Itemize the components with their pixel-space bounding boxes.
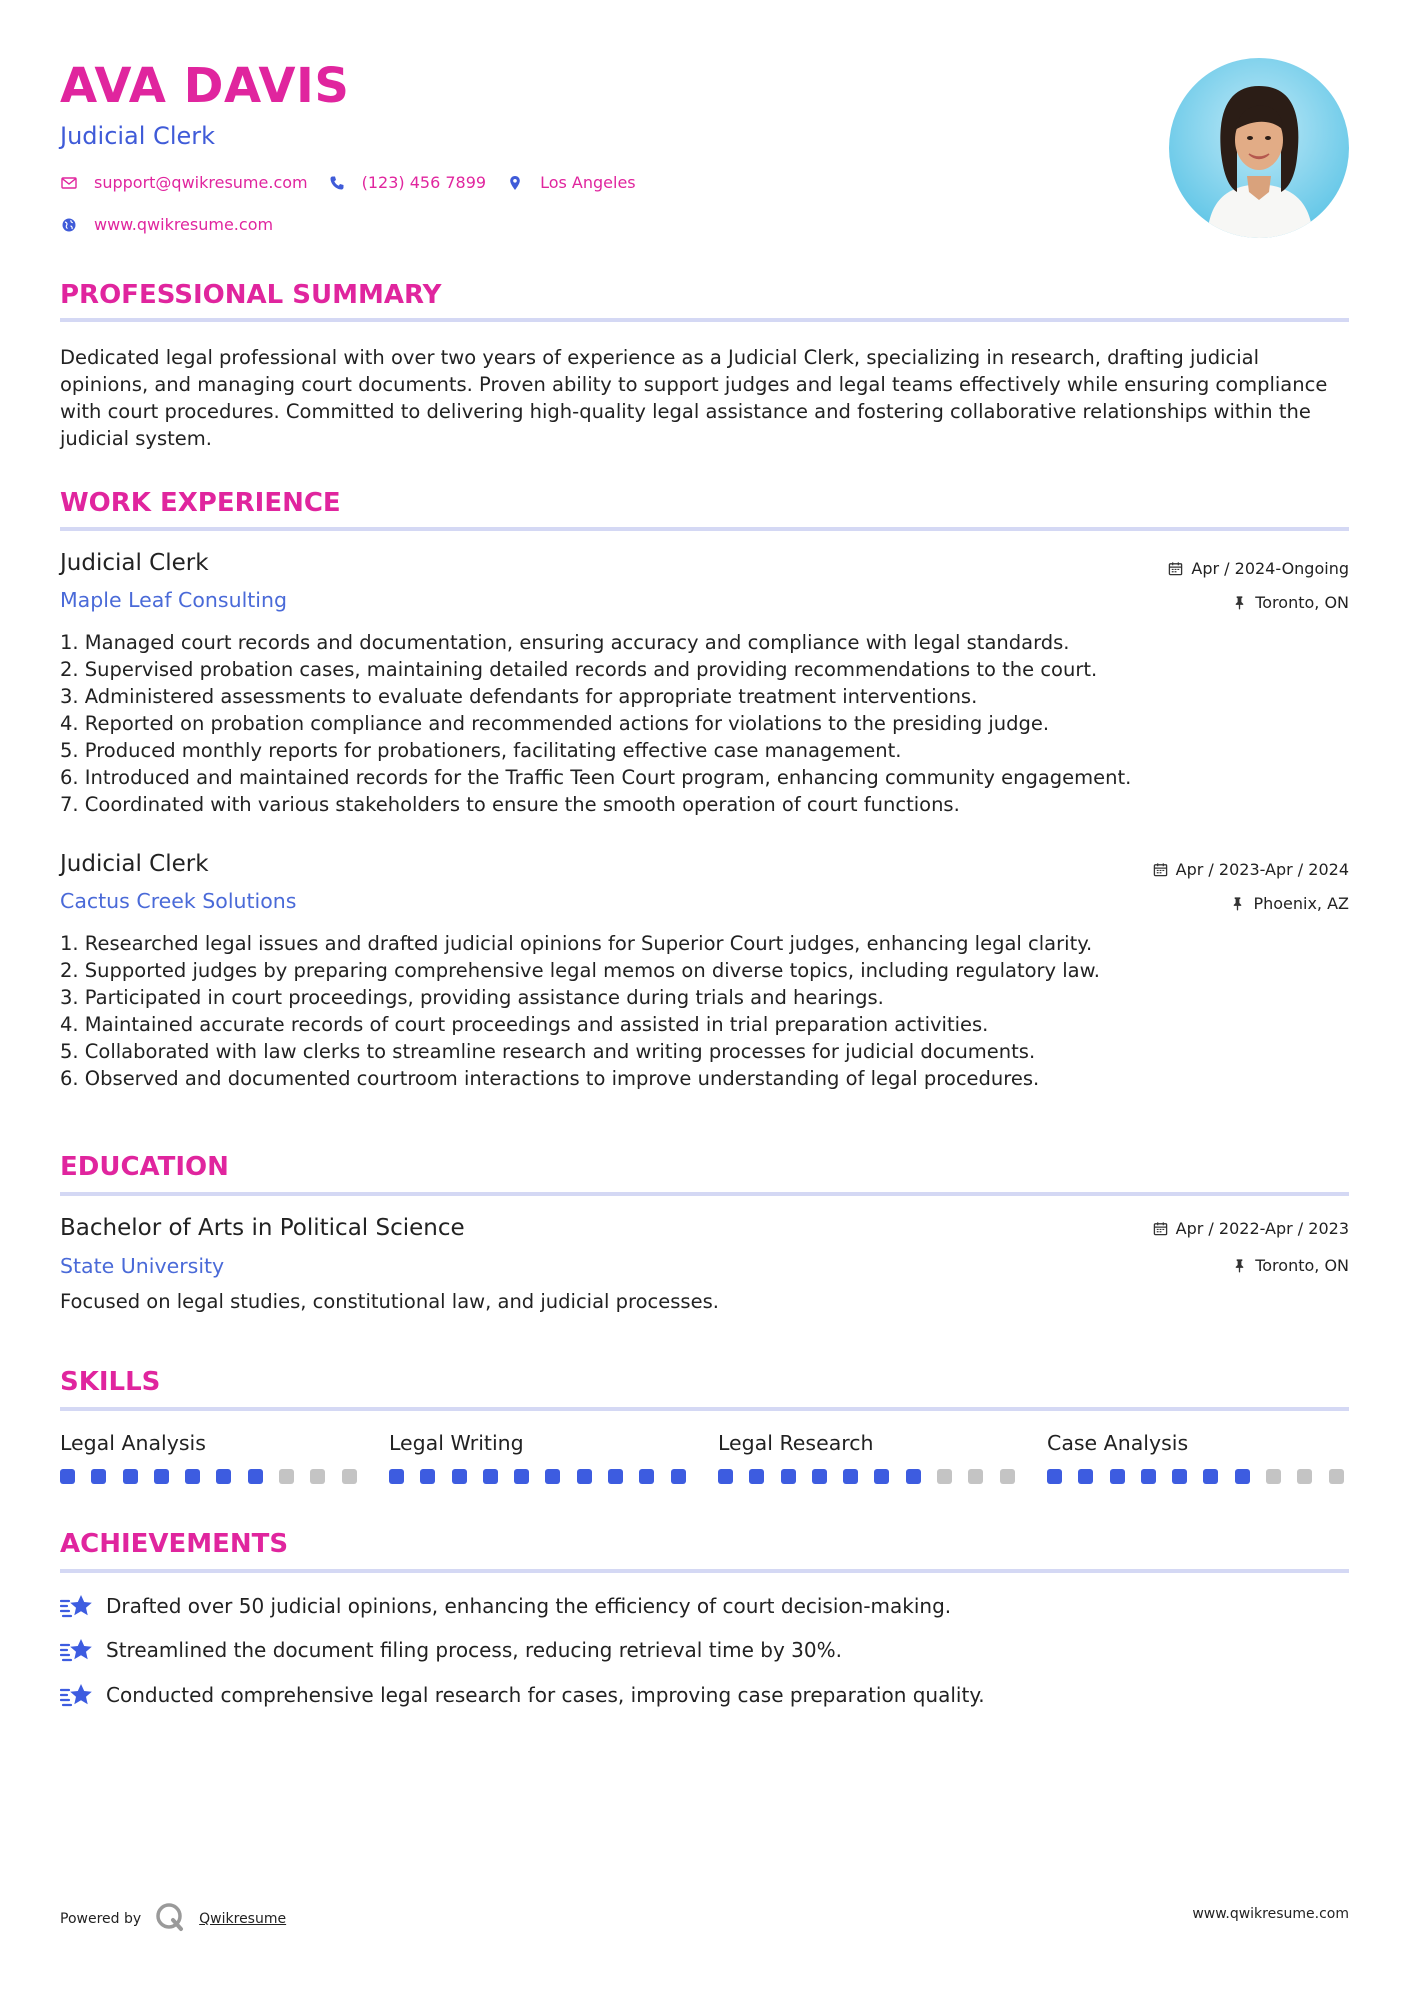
section-title-skills: SKILLS <box>60 1367 161 1397</box>
rating-dot-filled <box>420 1469 435 1484</box>
contact-website[interactable] <box>60 215 273 234</box>
skill-rating <box>389 1469 702 1484</box>
list-item: 3. Administered assessments to evaluate defendants for appropriate treatment interventions. <box>60 685 978 708</box>
rating-dot-empty <box>1297 1469 1312 1484</box>
achievement-text: Streamlined the document filing process, reducing retrieval time by 30%. <box>106 1638 842 1662</box>
list-item: 6. Introduced and maintained records for the Traffic Teen Court program, enhancing community engagement. <box>60 766 1132 789</box>
education-dates <box>1153 1219 1349 1238</box>
footer-website[interactable]: www.qwikresume.com <box>1192 1906 1349 1922</box>
pushpin-icon <box>1232 1258 1247 1273</box>
footer-powered-by <box>60 1902 286 1936</box>
education-description: Focused on legal studies, constitutional law, and judicial processes. <box>60 1290 719 1313</box>
rating-dot-filled <box>185 1469 200 1484</box>
rating-dot-empty <box>968 1469 983 1484</box>
list-item: 1. Researched legal issues and drafted judicial opinions for Superior Court judges, enhancing legal clarity. <box>60 932 1093 955</box>
job-bullets <box>60 930 1349 1092</box>
rating-dot-filled <box>781 1469 796 1484</box>
skill-rating <box>718 1469 1031 1484</box>
skill-item <box>389 1431 689 1455</box>
rating-dot-filled <box>216 1469 231 1484</box>
job-bullets <box>60 629 1349 818</box>
job-title: Judicial Clerk <box>60 851 209 877</box>
achievement-item <box>60 1681 985 1709</box>
rating-dot-empty <box>279 1469 294 1484</box>
rating-dot-filled <box>248 1469 263 1484</box>
skill-rating <box>60 1469 373 1484</box>
rating-dot-filled <box>718 1469 733 1484</box>
list-item: 2. Supported judges by preparing comprehensive legal memos on diverse topics, including regulatory law. <box>60 959 1100 982</box>
rating-dot-filled <box>1110 1469 1125 1484</box>
rating-dot-filled <box>452 1469 467 1484</box>
website-text: www.qwikresume.com <box>94 215 274 234</box>
rating-dot-empty <box>310 1469 325 1484</box>
rating-dot-filled <box>514 1469 529 1484</box>
section-title-summary: PROFESSIONAL SUMMARY <box>60 280 442 310</box>
achievement-text: Drafted over 50 judicial opinions, enhancing the efficiency of court decision-making. <box>106 1594 952 1618</box>
education-location <box>1232 1256 1349 1275</box>
rating-dot-filled <box>608 1469 623 1484</box>
rating-dot-filled <box>843 1469 858 1484</box>
qwikresume-link[interactable]: Qwikresume <box>199 1911 287 1927</box>
job-company: Cactus Creek Solutions <box>60 889 297 913</box>
profile-photo <box>1169 58 1349 238</box>
rating-dot-empty <box>342 1469 357 1484</box>
powered-by-text: Powered by <box>60 1911 142 1927</box>
contact-email[interactable] <box>60 173 308 192</box>
candidate-title: Judicial Clerk <box>60 122 216 150</box>
rating-dot-filled <box>671 1469 686 1484</box>
list-item: 1. Managed court records and documentation, ensuring accuracy and compliance with legal standards. <box>60 631 1070 654</box>
education-location-text: Toronto, ON <box>1255 1256 1349 1275</box>
skill-name: Legal Analysis <box>60 1431 206 1455</box>
rating-dot-empty <box>937 1469 952 1484</box>
rating-dot-filled <box>1047 1469 1062 1484</box>
rating-dot-filled <box>1203 1469 1218 1484</box>
list-item: 6. Observed and documented courtroom interactions to improve understanding of legal procedures. <box>60 1067 1040 1090</box>
education-degree: Bachelor of Arts in Political Science <box>60 1215 465 1241</box>
star-icon <box>60 1681 94 1709</box>
job-title: Judicial Clerk <box>60 550 209 576</box>
job-dates <box>1153 860 1349 879</box>
rating-dot-filled <box>483 1469 498 1484</box>
section-divider <box>60 318 1349 322</box>
rating-dot-filled <box>906 1469 921 1484</box>
achievement-text: Conducted comprehensive legal research for cases, improving case preparation quality. <box>106 1683 985 1707</box>
contact-phone[interactable] <box>328 173 486 192</box>
phone-text: (123) 456 7899 <box>361 173 487 192</box>
star-icon <box>60 1636 94 1664</box>
rating-dot-filled <box>749 1469 764 1484</box>
globe-icon <box>60 216 78 234</box>
achievement-item <box>60 1636 842 1664</box>
rating-dot-empty <box>1000 1469 1015 1484</box>
list-item: 4. Reported on probation compliance and recommended actions for violations to the presiding judge. <box>60 712 1050 735</box>
section-divider <box>60 1407 1349 1411</box>
list-item: 4. Maintained accurate records of court proceedings and assisted in trial preparation activities. <box>60 1013 989 1036</box>
list-item: 2. Supervised probation cases, maintaining detailed records and providing recommendations to the court. <box>60 658 1098 681</box>
education-school: State University <box>60 1254 225 1278</box>
contact-row <box>60 173 656 192</box>
rating-dot-filled <box>91 1469 106 1484</box>
skill-name: Legal Writing <box>389 1431 524 1455</box>
contact-row-website <box>60 215 293 234</box>
rating-dot-filled <box>1141 1469 1156 1484</box>
summary-text: Dedicated legal professional with over two years of experience as a Judicial Clerk, specializing in research, drafting judicial opinions, and managing court documents. Proven ability to support judges and legal teams effectively while ensuring compliance with court procedures. Committed to delivering high-quality legal assistance and fostering collaborative relationships within the judicial system. <box>60 346 1328 450</box>
job-location-text: Phoenix, AZ <box>1253 894 1349 913</box>
rating-dot-filled <box>1172 1469 1187 1484</box>
skill-item <box>60 1431 360 1455</box>
job-location-text: Toronto, ON <box>1255 593 1349 612</box>
job-location <box>1232 593 1349 612</box>
rating-dot-filled <box>1078 1469 1093 1484</box>
skill-name: Case Analysis <box>1047 1431 1189 1455</box>
location-text: Los Angeles <box>540 173 636 192</box>
rating-dot-filled <box>123 1469 138 1484</box>
job-company: Maple Leaf Consulting <box>60 588 288 612</box>
rating-dot-filled <box>812 1469 827 1484</box>
rating-dot-filled <box>545 1469 560 1484</box>
job-dates-text: Apr / 2024-Ongoing <box>1191 559 1349 578</box>
achievement-item <box>60 1592 951 1620</box>
job-dates-text: Apr / 2023-Apr / 2024 <box>1175 860 1349 879</box>
rating-dot-filled <box>577 1469 592 1484</box>
envelope-icon <box>60 174 78 192</box>
calendar-icon <box>1153 862 1168 877</box>
rating-dot-empty <box>1266 1469 1281 1484</box>
calendar-icon <box>1168 561 1183 576</box>
job-location <box>1230 894 1349 913</box>
skill-name: Legal Research <box>718 1431 874 1455</box>
section-divider <box>60 1192 1349 1196</box>
pushpin-icon <box>1230 896 1245 911</box>
section-divider <box>60 1569 1349 1573</box>
list-item: 5. Produced monthly reports for probationers, facilitating effective case management. <box>60 739 902 762</box>
list-item: 3. Participated in court proceedings, providing assistance during trials and hearings. <box>60 986 884 1009</box>
rating-dot-filled <box>60 1469 75 1484</box>
rating-dot-filled <box>874 1469 889 1484</box>
rating-dot-filled <box>154 1469 169 1484</box>
resume-page <box>60 0 1349 1990</box>
calendar-icon <box>1153 1221 1168 1236</box>
skill-rating <box>1047 1469 1360 1484</box>
list-item: 5. Collaborated with law clerks to streamline research and writing processes for judicial documents. <box>60 1040 1036 1063</box>
rating-dot-filled <box>1235 1469 1250 1484</box>
pushpin-icon <box>1232 595 1247 610</box>
contact-location <box>506 173 636 192</box>
qwikresume-logo-icon <box>155 1902 185 1936</box>
rating-dot-filled <box>639 1469 654 1484</box>
list-item: 7. Coordinated with various stakeholders to ensure the smooth operation of court functions. <box>60 793 960 816</box>
section-title-achievements: ACHIEVEMENTS <box>60 1529 289 1559</box>
skill-item <box>1047 1431 1347 1455</box>
email-text: support@qwikresume.com <box>94 173 308 192</box>
rating-dot-empty <box>1329 1469 1344 1484</box>
map-pin-icon <box>506 174 524 192</box>
phone-icon <box>328 174 346 192</box>
job-dates <box>1168 559 1349 578</box>
rating-dot-filled <box>389 1469 404 1484</box>
skill-item <box>718 1431 1018 1455</box>
education-dates-text: Apr / 2022-Apr / 2023 <box>1175 1219 1349 1238</box>
section-title-experience: WORK EXPERIENCE <box>60 488 341 518</box>
star-icon <box>60 1592 94 1620</box>
section-title-education: EDUCATION <box>60 1152 229 1182</box>
candidate-name: AVA DAVIS <box>60 58 350 114</box>
section-divider <box>60 527 1349 531</box>
